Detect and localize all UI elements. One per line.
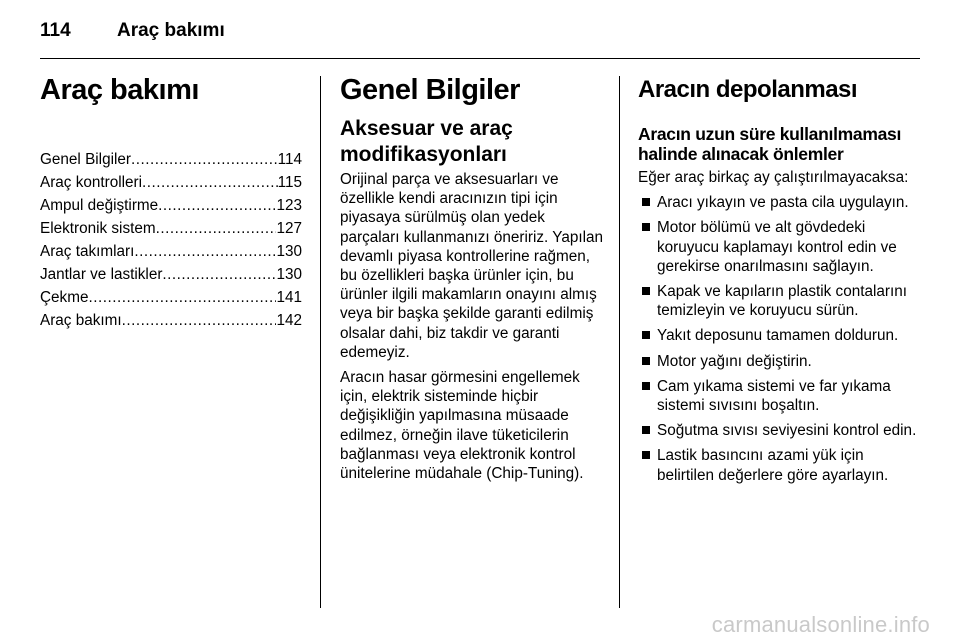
storage-column — [638, 70, 920, 491]
toc-leader — [131, 148, 278, 171]
running-title: Araç bakımı — [117, 20, 225, 41]
toc-label: Çekme — [40, 289, 89, 306]
toc-label: Jantlar ve lastikler — [40, 266, 163, 283]
column-divider-1 — [320, 76, 321, 608]
list-item — [638, 446, 920, 484]
toc-page: 123 — [276, 197, 302, 214]
page-header — [40, 20, 920, 60]
list-item-text: Soğutma sıvısı seviyesini kontrol edin. — [657, 422, 917, 440]
precaution-list — [638, 193, 920, 485]
list-item-text: Aracı yıkayın ve pasta cila uygulayın. — [657, 194, 909, 212]
chapter-title: Araç bakımı — [40, 74, 199, 106]
section-subtitle: Aracın uzun süre kullanılmaması halinde alınacak önlemler — [638, 124, 902, 164]
list-item — [638, 326, 920, 345]
toc-leader — [142, 171, 278, 194]
list-item — [638, 377, 920, 415]
toc-entry[interactable] — [40, 286, 302, 309]
list-item-text: Motor bölümü ve alt gövdedeki koruyucu kaplamayı kontrol edin ve gerekirse onarılmasını sağlayın. — [657, 219, 897, 275]
list-item — [638, 193, 920, 212]
toc-entry[interactable] — [40, 240, 302, 263]
square-bullet-icon — [642, 451, 650, 459]
square-bullet-icon — [642, 357, 650, 365]
toc-entry[interactable] — [40, 263, 302, 286]
square-bullet-icon — [642, 287, 650, 295]
paragraph: Aracın hasar görmesini engellemek için, elektrik sisteminde hiçbir değişikliğin yapılmasına müsaade edilmez, örneğin ilave tüketicilerin bağlanması veya elektronik kontrol ünitelerine müdahale (Chip-Tuning). — [340, 369, 584, 483]
toc-page: 141 — [276, 289, 302, 306]
toc-leader — [156, 217, 277, 240]
toc-column — [40, 70, 302, 332]
toc-label: Araç takımları — [40, 243, 135, 260]
square-bullet-icon — [642, 223, 650, 231]
toc-leader — [134, 240, 276, 263]
table-of-contents — [40, 148, 302, 332]
toc-page: 127 — [276, 220, 302, 237]
header-rule — [40, 58, 920, 59]
list-item-text: Kapak ve kapıların plastik contalarını temizleyin ve koruyucu sürün. — [657, 283, 907, 320]
toc-leader — [162, 263, 276, 286]
list-item-text: Cam yıkama sistemi ve far yıkama sistemi sıvısını boşaltın. — [657, 377, 891, 415]
toc-label: Ampul değiştirme — [40, 197, 159, 214]
intro-text: Eğer araç birkaç ay çalıştırılmayacaksa: — [638, 169, 909, 186]
section-title: Aracın depolanması — [638, 76, 858, 103]
toc-entry[interactable] — [40, 217, 302, 240]
toc-page: 114 — [277, 151, 302, 168]
square-bullet-icon — [642, 331, 650, 339]
square-bullet-icon — [642, 426, 650, 434]
toc-leader — [88, 286, 276, 309]
toc-entry[interactable] — [40, 171, 302, 194]
toc-entry[interactable] — [40, 194, 302, 217]
toc-page: 130 — [276, 243, 302, 260]
paragraph: Orijinal parça ve aksesuarları ve özellikle kendi aracınızın tipi için piyasaya sürülmüş olan yedek parçaları kullanmanızı öneririz. Yapılan devamlı piyasa kontrollerine rağmen, bu özellikleri başka ürünler için, bu ürünler ilgili makamların onayını almış veya bir başka şekilde garanti edilmiş olsalar dahi, biz takdir ve garanti edemeyiz. — [340, 171, 604, 361]
list-item — [638, 282, 920, 320]
section-subtitle: Aksesuar ve araç modifikasyonları — [340, 117, 513, 166]
list-item — [638, 421, 920, 440]
toc-leader — [122, 309, 277, 332]
toc-page: 115 — [277, 174, 302, 191]
toc-label: Elektronik sistem — [40, 220, 156, 237]
toc-leader — [158, 194, 276, 217]
toc-entry[interactable] — [40, 309, 302, 332]
list-item — [638, 218, 920, 276]
toc-label: Araç kontrolleri — [40, 174, 143, 191]
list-item — [638, 352, 920, 371]
general-info-column — [340, 70, 606, 489]
toc-entry[interactable] — [40, 148, 302, 171]
list-item-text: Yakıt deposunu tamamen doldurun. — [657, 327, 899, 345]
page-number: 114 — [40, 20, 71, 41]
column-divider-2 — [619, 76, 620, 608]
square-bullet-icon — [642, 198, 650, 206]
toc-label: Araç bakımı — [40, 312, 122, 329]
watermark: carmanualsonline.info — [711, 612, 930, 637]
toc-page: 142 — [276, 312, 302, 329]
section-title: Genel Bilgiler — [340, 74, 520, 106]
list-item-text: Motor yağını değiştirin. — [657, 352, 812, 370]
toc-page: 130 — [276, 266, 302, 283]
square-bullet-icon — [642, 382, 650, 390]
toc-label: Genel Bilgiler — [40, 151, 131, 168]
list-item-text: Lastik basıncını azami yük için belirtilen değerlere göre ayarlayın. — [657, 447, 889, 484]
